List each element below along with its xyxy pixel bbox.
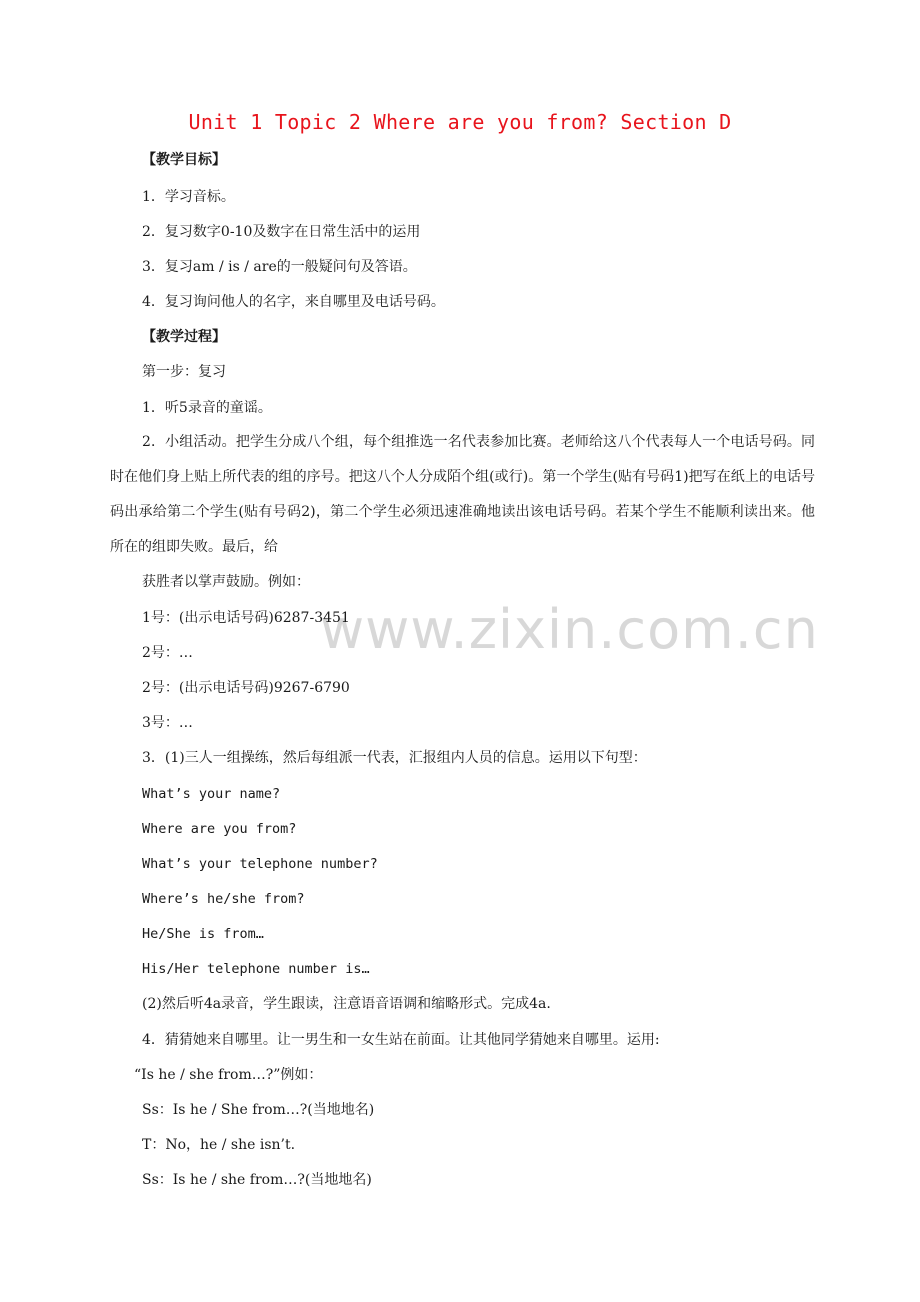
document-title: Unit 1 Topic 2 Where are you from? Section D [188,110,732,134]
group-activity-paragraph: 2．小组活动。把学生分成八个组，每个组推选一名代表参加比赛。老师给这八个代表每人一个电话号码。同时在他们身上贴上所代表的组的序号。把这八个人分成陌个组(或行)。第一个学生(贴有号码1)把写在纸上的电话号码出承给第二个学生(贴有号码2)，第二个学生必须迅速准确地读出该电话号码。若某个学生不能顺利读出来。他所在的组即失败。最后，给 [110,434,815,555]
process-item: 1．听5录音的童谣。 [142,400,272,416]
example-line: 3号：… [142,715,193,731]
process-heading: 【教学过程】 [142,329,226,345]
sentence-pattern: He/She is from… [142,926,264,942]
watermark: www.zixin.com.cn [320,598,819,661]
objective-item: 4．复习询问他人的名字，来自哪里及电话号码。 [142,294,445,310]
example-line: 2号：… [142,645,193,661]
step-heading: 第一步：复习 [142,364,226,380]
dialogue-line: T：No，he / she isn’t. [142,1137,296,1153]
dialogue-line: Ss：Is he / she from…?(当地地名) [142,1172,372,1188]
example-line: 2号：(出示电话号码)9267-6790 [142,680,350,696]
objective-item: 3．复习am / is / are的一般疑问句及答语。 [142,259,417,275]
objective-item: 2．复习数字0-10及数字在日常生活中的运用 [142,224,421,240]
example-line: 1号：(出示电话号码)6287-3451 [142,610,350,626]
objective-item: 1．学习音标。 [142,189,235,205]
objectives-heading: 【教学目标】 [142,152,226,168]
quote-line: “Is he / she from…?”例如： [134,1067,323,1083]
paragraph-continuation: 获胜者以掌声鼓励。例如： [142,574,310,590]
sentence-pattern: What’s your telephone number? [142,856,378,872]
dialogue-line: Ss：Is he / She from…?(当地地名) [142,1102,375,1118]
sentence-pattern: His/Her telephone number is… [142,961,370,977]
process-item: (2)然后听4a录音，学生跟读，注意语音语调和缩略形式。完成4a. [142,996,551,1012]
process-item: 3．(1)三人一组操练，然后每组派一代表，汇报组内人员的信息。运用以下句型： [142,750,647,766]
process-item: 4．猜猜她来自哪里。让一男生和一女生站在前面。让其他同学猜她来自哪里。运用: [142,1032,660,1048]
sentence-pattern: Where are you from? [142,821,297,837]
sentence-pattern: Where’s he/she from? [142,891,305,907]
sentence-pattern: What’s your name? [142,786,281,802]
